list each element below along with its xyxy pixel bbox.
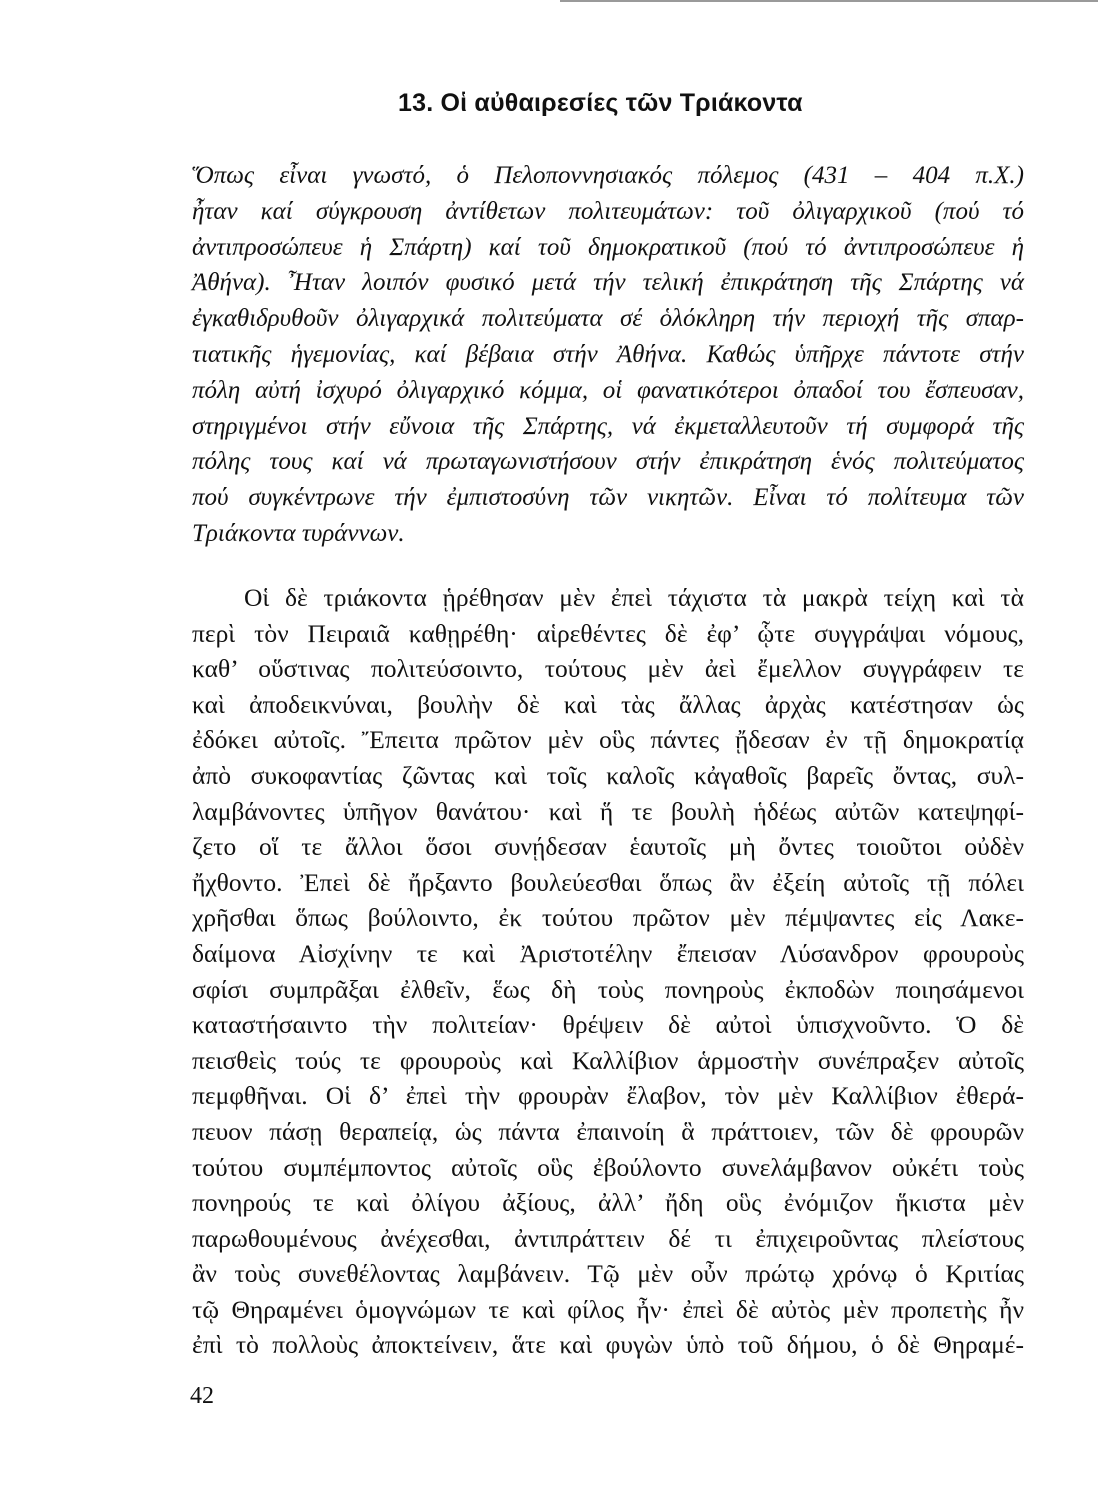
intro-line: ἐγκαθιδρυθοῦν ὀλιγαρχικά πολιτεύματα σέ ὁλόκληρη τήν περιοχή τῆς σπαρ- <box>192 305 1024 333</box>
greek-line: ἂν τοὺς συνεθέλοντας λαμβάνειν. Τῷ μὲν οὖν πρώτῳ χρόνῳ ὁ Κριτίας <box>192 1259 1024 1289</box>
intro-line: πόλης τους καί νά πρωταγωνιστήσουν στήν ἐπικράτηση ἑνός πολιτεύματος <box>192 448 1024 476</box>
greek-line: ἐδόκει αὐτοῖς. Ἔπειτα πρῶτον μὲν οὓς πάντες ᾔδεσαν ἐν τῇ δημοκρατίᾳ <box>192 725 1024 755</box>
intro-paragraph <box>192 158 1024 552</box>
greek-source-text <box>192 580 1024 1363</box>
greek-line: πευον πάσῃ θεραπείᾳ, ὡς πάντα ἐπαινοίη ἃ πράττοιεν, τῶν δὲ φρουρῶν <box>192 1116 1024 1146</box>
greek-line: καθ’ οὕστινας πολιτεύσοιντο, τούτους μὲν ἀεὶ ἔμελλον συγγράφειν τε <box>192 654 1024 684</box>
intro-line: Ὅπως εἶναι γνωστό, ὁ Πελοποννησιακός πόλεμος (431 – 404 π.Χ.) <box>192 162 1024 189</box>
greek-line: καταστήσαιντο τὴν πολιτείαν· θρέψειν δὲ αὐτοὶ ὑπισχνοῦντο. Ὁ δὲ <box>192 1010 1024 1040</box>
greek-line: Οἱ δὲ τριάκοντα ᾑρέθησαν μὲν ἐπεὶ τάχιστα τὰ μακρὰ τείχη καὶ τὰ <box>244 583 1024 612</box>
page-title: 13. Οἱ αὐθαιρεσίες τῶν Τριάκοντα <box>398 89 803 117</box>
intro-line: στηριγμένοι στήν εὔνοια τῆς Σπάρτης, νά ἐκμεταλλευτοῦν τή συμφορά τῆς <box>192 412 1024 440</box>
greek-line: ἤχθοντο. Ἐπεὶ δὲ ἤρξαντο βουλεύεσθαι ὅπως ἂν ἐξείη αὐτοῖς τῇ πόλει <box>192 867 1024 897</box>
greek-line: ἀπὸ συκοφαντίας ζῶντας καὶ τοῖς καλοῖς κἀγαθοῖς βαρεῖς ὄντας, συλ- <box>192 760 1024 790</box>
greek-line: τούτου συμπέμποντος αὐτοῖς οὓς ἐβούλοντο συνελάμβανον οὐκέτι τοὺς <box>192 1152 1024 1182</box>
greek-line: σφίσι συμπρᾶξαι ἐλθεῖν, ἕως δὴ τοὺς πονηροὺς ἐκποδὼν ποιησάμενοι <box>192 974 1024 1004</box>
greek-line: πεισθεὶς τούς τε φρουροὺς καὶ Καλλίβιον ἁρμοστὴν συνέπραξεν αὐτοῖς <box>192 1045 1024 1075</box>
greek-line: παρωθουμένους ἀνέχεσθαι, ἀντιπράττειν δέ τι ἐπιχειροῦντας πλείστους <box>192 1223 1024 1253</box>
intro-line: Ἀθήνα). Ἦταν λοιπόν φυσικό μετά τήν τελική ἐπικράτηση τῆς Σπάρτης νά <box>192 269 1024 297</box>
greek-line: δαίμονα Αἰσχίνην τε καὶ Ἀριστοτέλην ἔπεισαν Λύσανδρον φρουροὺς <box>192 938 1024 968</box>
greek-line: καὶ ἀποδεικνύναι, βουλὴν δὲ καὶ τὰς ἄλλας ἀρχὰς κατέστησαν ὡς <box>192 689 1024 719</box>
intro-line: πόλη αὐτή ἰσχυρό ὀλιγαρχικό κόμμα, οἱ φανατικότεροι ὀπαδοί του ἔσπευσαν, <box>192 376 1024 404</box>
greek-line: ζετο οἵ τε ἄλλοι ὅσοι συνῄδεσαν ἑαυτοῖς μὴ ὄντες τοιοῦτοι οὐδὲν <box>192 832 1024 862</box>
greek-line: πονηρούς τε καὶ ὀλίγου ἀξίους, ἀλλ’ ἤδη οὓς ἐνόμιζον ἥκιστα μὲν <box>192 1188 1024 1218</box>
intro-line: πού συγκέντρωνε τήν ἐμπιστοσύνη τῶν νικητῶν. Εἶναι τό πολίτευμα τῶν <box>192 484 1024 512</box>
intro-line: Τριάκοντα τυράννων. <box>192 519 405 547</box>
greek-line: ἐπὶ τὸ πολλοὺς ἀποκτείνειν, ἅτε καὶ φυγὼν ὑπὸ τοῦ δήμου, ὁ δὲ Θηραμέ- <box>192 1330 1024 1360</box>
greek-line: πεμφθῆναι. Οἱ δ’ ἐπεὶ τὴν φρουρὰν ἔλαβον, τὸν μὲν Καλλίβιον ἐθερά- <box>192 1081 1024 1111</box>
greek-line: τῷ Θηραμένει ὁμογνώμων τε καὶ φίλος ἦν· ἐπεὶ δὲ αὐτὸς μὲν προπετὴς ἦν <box>192 1294 1024 1324</box>
intro-line: ἀντιπροσώπευε ἡ Σπάρτη) καί τοῦ δημοκρατικοῦ (πού τό ἀντιπροσώπευε ἡ <box>192 233 1024 261</box>
greek-line: χρῆσθαι ὅπως βούλοιντο, ἐκ τούτου πρῶτον μὲν πέμψαντες εἰς Λακε- <box>192 903 1024 933</box>
greek-line: περὶ τὸν Πειραιᾶ καθῃρέθη· αἱρεθέντες δὲ ἐφ’ ᾧτε συγγράψαι νόμους, <box>192 618 1024 648</box>
page-number: 42 <box>190 1383 214 1409</box>
intro-line: τιατικῆς ἡγεμονίας, καί βέβαια στήν Ἀθήνα. Καθώς ὑπῆρχε πάντοτε στήν <box>192 340 1024 368</box>
greek-line: λαμβάνοντες ὑπῆγον θανάτου· καὶ ἥ τε βουλὴ ἡδέως αὐτῶν κατεψηφί- <box>192 796 1024 826</box>
intro-line: ἦταν καί σύγκρουση ἀντίθετων πολιτευμάτων: τοῦ ὀλιγαρχικοῦ (πού τό <box>192 197 1024 225</box>
top-border-rule <box>560 0 1098 2</box>
